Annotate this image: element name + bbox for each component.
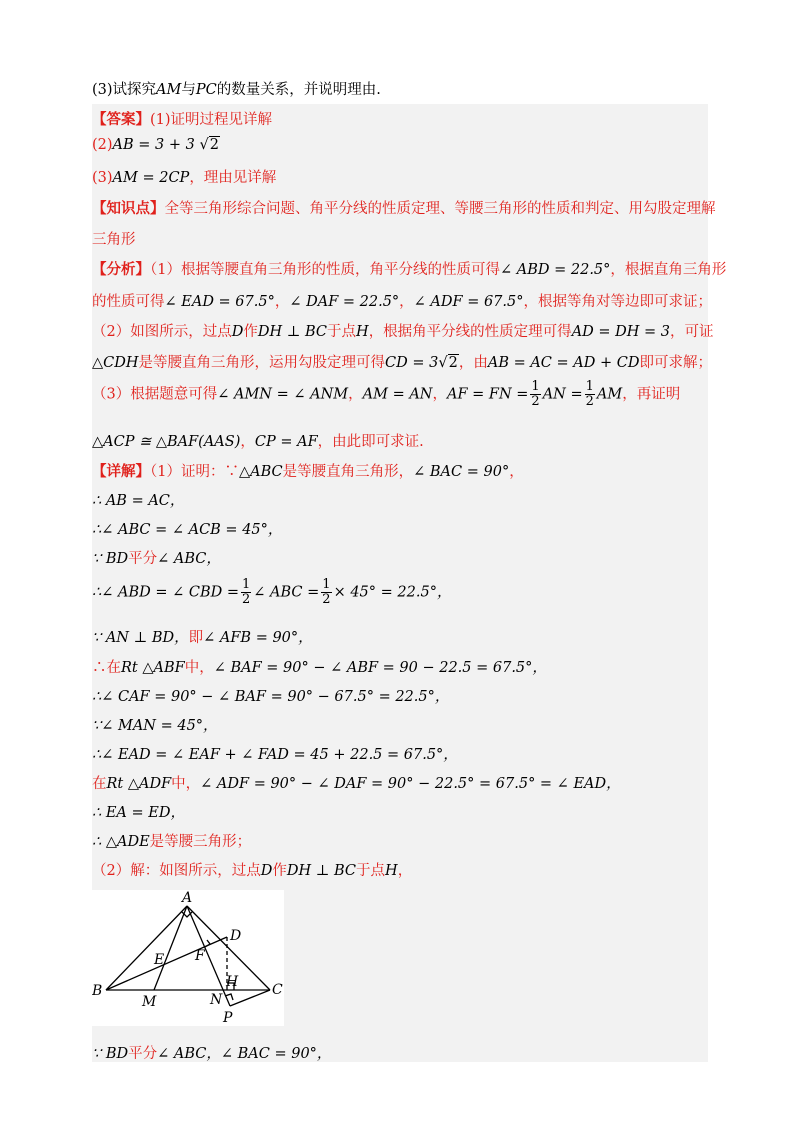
math-pc: PC (195, 82, 217, 98)
answer-line-2: (2)AB = 3 + 3 √2 (92, 137, 219, 153)
math-expr: △ABC (238, 464, 283, 480)
analysis-text: （1）根据等腰直角三角形的性质，角平分线的性质可得 (150, 262, 500, 278)
answer-line-3 (92, 166, 276, 187)
segment-ap (187, 906, 230, 1006)
math-point: D (231, 324, 244, 340)
math-expr: ∠ BAC = 90° (413, 464, 510, 480)
math-expr: △ACP ≅ △BAF(AAS) (92, 434, 241, 450)
math-expr: ∠ AFB = 90°， (203, 630, 313, 646)
label-m: M (142, 994, 157, 1010)
fraction-half (321, 578, 331, 607)
triangle-diagram (92, 890, 284, 1026)
analysis-text: 的性质可得 (92, 294, 165, 310)
analysis-text: ，再证明 (622, 386, 681, 403)
analysis-text: （2）如图所示，过点 (92, 324, 232, 340)
math-expr: AN = (542, 386, 583, 403)
question-line (92, 78, 381, 99)
analysis-line-3 (92, 320, 714, 341)
math-expr: DH ⊥ BC (257, 324, 328, 340)
detail-line-3 (92, 518, 282, 539)
detail-text: （1）证明：∵ (150, 464, 239, 480)
segment-pc (230, 990, 270, 1006)
math-expr: AM = 2CP (112, 170, 190, 186)
label-d: D (230, 928, 242, 944)
analysis-line-2: 的性质可得∠ EAD = 67.5°，∠ DAF = 22.5°，∠ ADF = 67.5°，根据等角对等边即可求证； (92, 294, 712, 310)
fraction-half (530, 380, 540, 409)
math-expr: ∵ BD (92, 1046, 129, 1062)
math-expr: ∴ △ADE (92, 834, 150, 850)
fraction-numerator: 1 (322, 577, 331, 592)
detail-text: 中， (184, 660, 214, 676)
math-expr: CP = AF (254, 434, 318, 450)
answer-text: (2) (92, 137, 113, 153)
math-expr: Rt △ADF (106, 776, 172, 792)
analysis-text: 即可求解； (639, 355, 712, 371)
detail-line-12 (92, 801, 185, 822)
analysis-line-1 (92, 258, 726, 279)
fraction-half (585, 380, 595, 409)
analysis-line-6: △ACP ≅ △BAF(AAS)，CP = AF，由此即可求证. (92, 434, 424, 450)
math-expr: ∵ BD (92, 551, 129, 567)
label-b: B (92, 983, 103, 999)
analysis-text: ，由 (458, 355, 488, 371)
detail-line-5 (92, 578, 451, 607)
math-am: AM (156, 82, 182, 98)
answer-line-1 (92, 108, 272, 129)
analysis-text: 作 (243, 324, 258, 340)
math-expr: ∠ ADF = 90° − ∠ DAF = 90° − 22.5° = 67.5° = ∠ EAD， (200, 776, 621, 792)
label-h: H (226, 974, 239, 990)
analysis-text: 于点 (327, 324, 357, 340)
geometry-figure (92, 890, 284, 1026)
math-point: D (260, 863, 273, 879)
math-expr: DH ⊥ BC (286, 863, 357, 879)
math-expr: ∠ ABC，∠ BAC = 90°， (157, 1046, 332, 1062)
answer-text: (1)证明过程见详解 (150, 112, 273, 128)
label-p: P (223, 1010, 233, 1026)
detail-line-7 (92, 656, 547, 677)
math-expr: ∵ AN ⊥ BD， (92, 630, 189, 646)
math-expr: AB = 3 + 3 (112, 137, 195, 153)
math-expr: ∠ BAF = 90° − ∠ ABF = 90 − 22.5 = 67.5°， (213, 660, 547, 676)
detail-line-1 (92, 460, 524, 481)
analysis-text: ，根据直角三角形 (610, 262, 727, 278)
math-radicand: 2 (209, 137, 219, 153)
analysis-text: ，可证 (670, 324, 714, 340)
math-point: H (356, 324, 369, 340)
math-expr: Rt △ABF (121, 660, 185, 676)
label-e: E (154, 952, 165, 968)
math-expr: CD = 3 (385, 355, 439, 371)
math-expr: ∠ ADF = 67.5° (413, 294, 524, 310)
math-expr: ∵∠ MAN = 45°， (92, 718, 218, 734)
math-expr: ∠ EAD = 67.5° (164, 294, 275, 310)
analysis-text: ，根据角平分线的性质定理可得 (368, 324, 572, 340)
analysis-line-5: （3）根据题意可得∠ AMN = ∠ ANM，AM = AN，AF = FN = $\frac{1}{2}$ AN = $\frac{1}{2}$ AM，再证明 (92, 379, 681, 409)
detail-line-13 (92, 830, 251, 851)
math-expr: ∴ EA = ED， (92, 805, 185, 821)
math-expr: ∠ ABC = (253, 584, 320, 601)
math-radicand: 2 (448, 355, 458, 371)
label-n: N (210, 992, 223, 1008)
math-expr: AM (596, 386, 623, 403)
detail-text: ∴在 (92, 660, 121, 676)
answer-text: (3) (92, 170, 113, 186)
fraction-denominator: 2 (585, 394, 594, 409)
detail-text: （2）解：如图所示，过点 (92, 863, 261, 879)
detail-text: ， (397, 863, 413, 879)
question-text: (3)试探究 (92, 82, 157, 98)
detail-line-11 (92, 772, 621, 793)
answer-label: 【答案】 (92, 111, 150, 128)
math-expr: AD = DH = 3 (571, 324, 671, 340)
math-expr: ∠ DAF = 22.5° (289, 294, 400, 310)
analysis-text: 是等腰直角三角形，运用勾股定理可得 (138, 355, 386, 371)
fraction-numerator: 1 (585, 379, 594, 394)
fraction-numerator: 1 (531, 379, 540, 394)
math-expr: ∴∠ EAD = ∠ EAF + ∠ FAD = 45 + 22.5 = 67.5°， (92, 747, 458, 763)
math-expr: ∴∠ ABC = ∠ ACB = 45°， (92, 522, 283, 538)
analysis-text: ，根据等角对等边即可求证； (523, 294, 712, 310)
detail-label: 【详解】 (92, 463, 150, 480)
detail-text: 平分 (128, 551, 158, 567)
math-expr: ∴ AB = AC， (92, 493, 185, 509)
knowledge-text: 三角形 (92, 232, 136, 248)
math-expr: ∴∠ CAF = 90° − ∠ BAF = 90° − 67.5° = 22.5°， (92, 689, 450, 705)
math-expr: AM = AN (362, 386, 433, 403)
label-c: C (272, 982, 283, 998)
math-expr: AF = FN = (447, 386, 529, 403)
detail-text: 平分 (128, 1046, 158, 1062)
segment-am (154, 906, 187, 990)
fraction-numerator: 1 (242, 577, 251, 592)
analysis-text: ，由此即可求证. (317, 434, 424, 450)
fraction-denominator: 2 (531, 394, 540, 409)
detail-text: 于点 (356, 863, 386, 879)
detail-line-2 (92, 489, 184, 510)
detail-text: 是等腰三角形； (149, 834, 252, 850)
question-text: 的数量关系，并说明理由. (216, 82, 381, 98)
analysis-label: 【分析】 (92, 261, 150, 278)
answer-text: ，理由见详解 (189, 170, 277, 186)
math-expr: × 45° = 22.5°， (333, 584, 452, 601)
math-expr: ∴∠ ABD = ∠ CBD = (92, 584, 239, 601)
detail-text: 作 (272, 863, 287, 879)
analysis-line-4: △CDH是等腰直角三角形，运用勾股定理可得CD = 3√2，由AB = AC = AD + CD即可求解； (92, 355, 712, 371)
fraction-denominator: 2 (242, 592, 251, 607)
math-expr: ∠ AMN = ∠ ANM (217, 386, 349, 403)
detail-line-14 (92, 859, 412, 880)
segment-ab (106, 906, 187, 990)
knowledge-line-2 (92, 228, 136, 249)
detail-line-8 (92, 685, 449, 706)
detail-line-9 (92, 714, 218, 735)
math-expr: △CDH (92, 355, 139, 371)
detail-line-4 (92, 547, 221, 568)
detail-text: 是等腰直角三角形， (282, 464, 414, 480)
fraction-half (241, 578, 251, 607)
label-f: F (195, 948, 205, 964)
label-a: A (182, 890, 193, 906)
analysis-text: （3）根据题意可得 (92, 386, 218, 403)
knowledge-line-1 (92, 197, 716, 218)
detail-line-6 (92, 626, 313, 647)
fraction-denominator: 2 (322, 592, 331, 607)
detail-text: 中， (171, 776, 201, 792)
detail-text: 在 (92, 776, 107, 792)
math-expr: AB = AC = AD + CD (487, 355, 640, 371)
right-angle-mark-f (205, 940, 210, 947)
math-expr: ∠ ABD = 22.5° (499, 262, 611, 278)
math-expr: ∠ ABC， (157, 551, 221, 567)
knowledge-label: 【知识点】 (92, 200, 165, 217)
detail-text: ， (509, 464, 524, 480)
question-text: 与 (181, 82, 196, 98)
detail-line-10 (92, 743, 458, 764)
detail-text: 即 (188, 630, 204, 646)
detail-line-15 (92, 1042, 331, 1063)
math-point: H (385, 863, 398, 879)
knowledge-text: 全等三角形综合问题、角平分线的性质定理、等腰三角形的性质和判定、用勾股定理解 (164, 201, 716, 217)
